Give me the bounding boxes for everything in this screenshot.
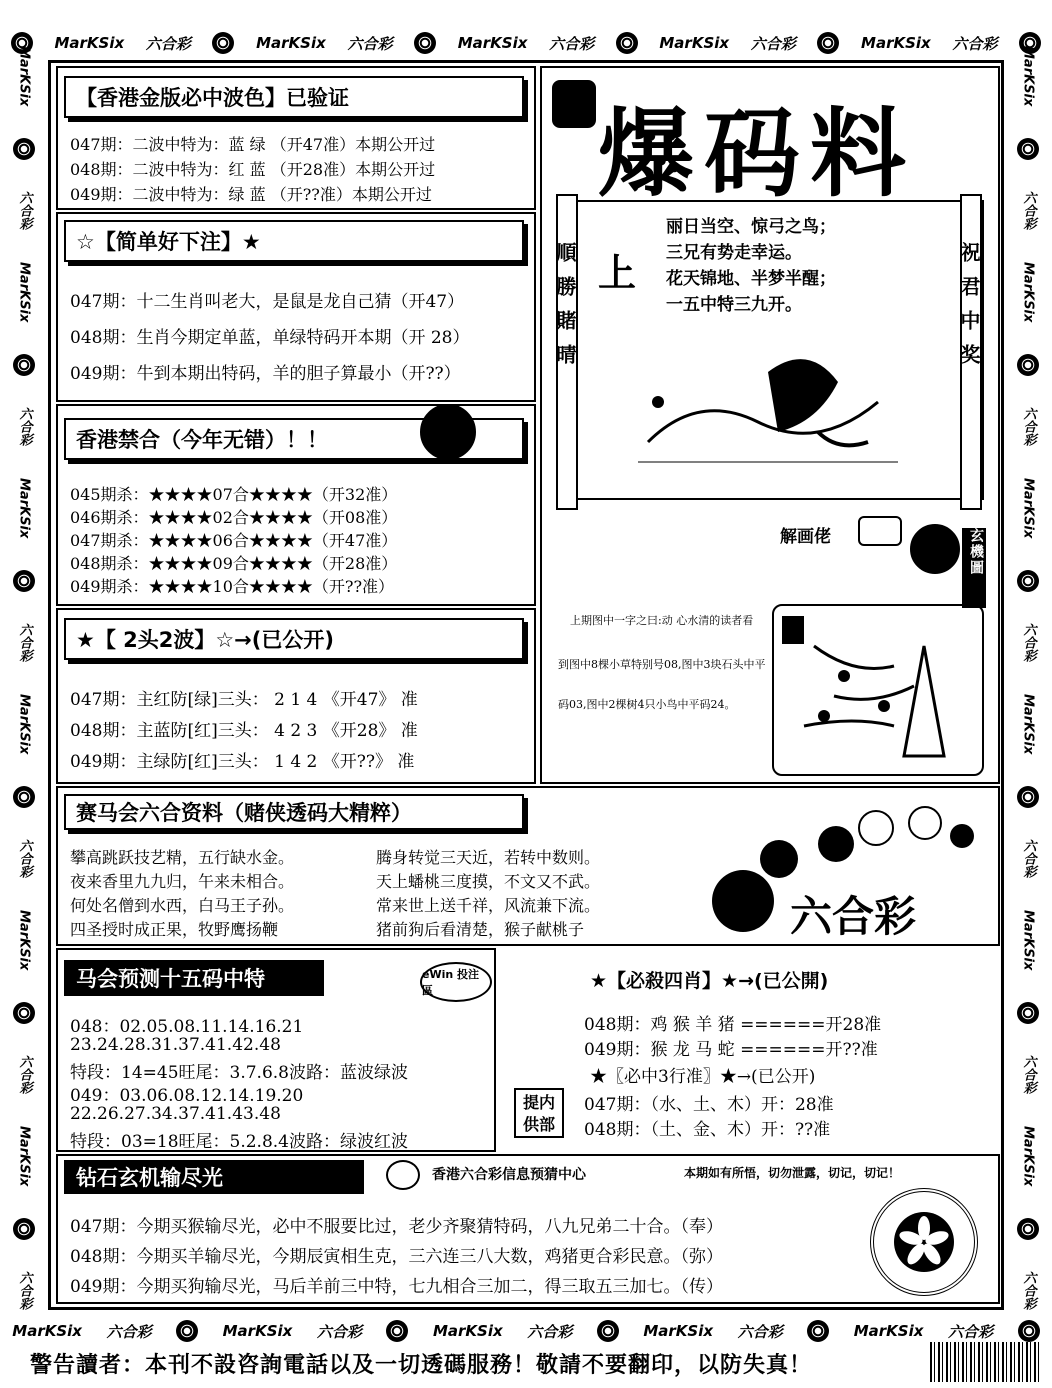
brand-en: MarKSix: [1020, 693, 1036, 755]
brand-en: MarKSix: [16, 909, 32, 971]
flower-icon: [13, 138, 35, 160]
mahui-line: 特段：14=45旺尾：3.7.6.8波路：蓝波绿波: [70, 1063, 408, 1083]
brand-cn: 六合彩: [1020, 407, 1036, 447]
saima-right-line: 常来世上送千祥，风流兼下流。: [376, 896, 601, 915]
twohead-line: 049期：主绿防[红]三头： 1 4 2 《开??》 准: [70, 752, 415, 772]
saima-right-line: 腾身转觉三天近，若转中数则。: [376, 848, 601, 867]
brand-cn: 六合彩: [16, 1271, 32, 1311]
brand-cn: 六合彩: [16, 1055, 32, 1095]
brand-en: MarKSix: [1020, 261, 1036, 323]
bose-line: 049期：二波中特为：绿 蓝 （开??准）本期公开过: [70, 185, 432, 204]
flower-icon: [176, 1320, 198, 1342]
flower-icon: [1017, 1002, 1039, 1024]
saima-left-line: 四圣授时成正果，牧野鹰扬鞭: [70, 920, 279, 939]
brand-cn: 六合彩: [316, 1322, 362, 1341]
saima-left-line: 攀高跳跃技艺精，五行缺水金。: [70, 848, 295, 867]
jinhe-line: 046期杀：★★★★02合★★★★（开08准）: [70, 508, 398, 527]
zuanshi-line: 048期：今期买羊输尽光，今期辰寅相生克，三六连三八大数，鸡猪更合彩民意。（弥）: [70, 1247, 723, 1267]
footer-warning: 警告讀者：本刊不設咨詢電話以及一切透碼服務！敬請不要翻印，以防失真！: [30, 1353, 813, 1378]
twohead-title: ★【 2头2波】☆→(已公开): [64, 618, 524, 660]
jinhe-line: 045期杀：★★★★07合★★★★（开32准）: [70, 485, 398, 504]
ball-icon: [818, 826, 854, 862]
bottom-border: [0, 1314, 1052, 1348]
twohead-line: 047期：主红防[绿]三头： 2 1 4 《开47》 准: [70, 690, 418, 710]
brand-en: MarKSix: [54, 34, 125, 52]
brand-cn: 六合彩: [737, 1322, 783, 1341]
flower-icon: [212, 32, 234, 54]
ball-mid-icon: [760, 840, 798, 878]
flower-icon: [1017, 138, 1039, 160]
shang-char: 上: [598, 251, 637, 295]
zuanshi-line: 047期：今期买猴输尽光，必中不服要比过，老少齐聚猜特码，八九兄弟二十合。（奉）: [70, 1217, 723, 1237]
brand-en: MarKSix: [457, 34, 528, 52]
flower-icon: [13, 1002, 35, 1024]
jinhe-title: 香港禁合（今年无错）！！: [64, 418, 524, 460]
ewin-badge: eWin 投注區: [420, 962, 492, 1002]
mahui-line: 049：03.06.08.12.14.19.20: [70, 1086, 304, 1106]
jiehua-label: 解画佬: [780, 527, 831, 547]
baoma-title: 爆码料: [598, 98, 916, 210]
flower-icon: [13, 570, 35, 592]
brand-en: MarKSix: [16, 261, 32, 323]
brand-en: MarKSix: [222, 1322, 293, 1340]
brand-cn: 六合彩: [947, 1322, 993, 1341]
brand-en: MarKSix: [861, 34, 931, 52]
brand-cn: 六合彩: [1020, 839, 1036, 879]
hint-line: 码03,图中2棵树4只小鸟中平码24。: [558, 698, 736, 711]
brand-cn: 六合彩: [16, 623, 32, 663]
xuanji-label: 玄機圖: [962, 528, 986, 608]
brand-cn: 六合彩: [16, 839, 32, 879]
bose-line: 048期：二波中特为：红 蓝 （开28准）本期公开过: [70, 160, 436, 179]
left-border: [4, 30, 44, 1326]
brand-en: MarKSix: [1020, 1125, 1036, 1187]
bauhinia-seal-icon: [870, 1188, 978, 1296]
bauhinia-flower-icon: [874, 1192, 974, 1292]
bisha-line: 049期：猴 龙 马 蛇 ======开??准: [584, 1040, 878, 1060]
brand-en: MarKSix: [1020, 477, 1036, 539]
flower-icon: [386, 1320, 408, 1342]
flower-icon: [1017, 786, 1039, 808]
brand-cn: 六合彩: [952, 34, 998, 53]
flower-icon: [817, 32, 839, 54]
left-vertical-text: 順勝賭晴: [553, 242, 577, 378]
top-border: [0, 26, 1052, 60]
hint-line: 上期图中一字之曰:动 心水清的读者看: [570, 614, 754, 627]
brand-en: MarKSix: [16, 477, 32, 539]
brand-cn: 六合彩: [527, 1322, 573, 1341]
right-border: [1008, 30, 1048, 1326]
mahui-line: 048：02.05.08.11.14.16.21: [70, 1017, 304, 1037]
flower-icon: [1017, 1218, 1039, 1240]
poem-line: 三兄有势走幸运。: [666, 243, 802, 263]
ball-large-icon: [712, 870, 774, 932]
brand-en: MarKSix: [853, 1322, 924, 1340]
flower-icon: [13, 354, 35, 376]
barcode: [930, 1342, 1042, 1382]
brand-en: MarKSix: [12, 1322, 82, 1340]
saima-title: 赛马会六合资料（赌侠透码大精粹）: [64, 794, 524, 830]
brand-cn: 六合彩: [1020, 1055, 1036, 1095]
zuanshi-line: 049期：今期买狗输尽光，马后羊前三中特，七九相合三加二，得三取五三加七。（传）: [70, 1277, 723, 1297]
zuanshi-title: 钻石玄机输尽光: [64, 1160, 364, 1194]
brand-cn: 六合彩: [16, 407, 32, 447]
brand-cn: 六合彩: [1020, 191, 1036, 231]
ball-outline-icon: [908, 806, 942, 840]
jinhe-line: 047期杀：★★★★06合★★★★（开47准）: [70, 531, 398, 550]
brand-cn: 六合彩: [1020, 1271, 1036, 1311]
mahui-line: 22.26.27.34.37.41.43.48: [70, 1104, 281, 1124]
zuanshi-notice: 本期如有所悟，切勿泄露，切记，切记！: [684, 1166, 901, 1180]
ball-outline-icon: [858, 810, 894, 846]
brand-cn: 六合彩: [549, 34, 595, 53]
flower-icon: [616, 32, 638, 54]
poem: [666, 214, 836, 318]
brand-en: MarKSix: [643, 1322, 714, 1340]
flower-icon: [597, 1320, 619, 1342]
bisha-line2: 048期：（土、金、木）开：??准: [584, 1120, 831, 1140]
poem-line: 丽日当空、惊弓之鸟；: [666, 217, 836, 237]
right-vertical-text: 祝君中奖: [957, 242, 981, 378]
brand-cn: 六合彩: [16, 191, 32, 231]
flower-icon: [807, 1320, 829, 1342]
jinhe-line: 048期杀：★★★★09合★★★★（开28准）: [70, 554, 398, 573]
bose-line: 047期：二波中特为：蓝 绿 （开47准）本期公开过: [70, 135, 436, 154]
flower-icon: [13, 786, 35, 808]
fish-logo-icon: [420, 404, 476, 460]
ball-small-icon: [950, 824, 974, 848]
provider-badge: 提内供部: [514, 1088, 564, 1138]
flower-icon: [1017, 354, 1039, 376]
hint-picture: [772, 604, 984, 776]
saima-left-line: 夜来香里九九归，午来未相合。: [70, 872, 295, 891]
bisha-line: 048期：鸡 猴 羊 猪 ======开28准: [584, 1015, 882, 1035]
simple-line: 049期：牛到本期出特码，羊的胆子算最小（开??）: [70, 364, 461, 384]
brand-en: MarKSix: [16, 1125, 32, 1187]
brand-cn: 六合彩: [106, 1322, 152, 1341]
saima-right-line: 天上蟠桃三度摸，不文又不武。: [376, 872, 601, 891]
brand-cn: 六合彩: [750, 34, 796, 53]
flower-icon: [414, 32, 436, 54]
flower-icon: [1017, 570, 1039, 592]
brand-cn: 六合彩: [347, 34, 393, 53]
center-name: 香港六合彩信息预猜中心: [432, 1167, 586, 1183]
balance-icon: [386, 1160, 420, 1190]
jar-icon: [552, 80, 596, 128]
jinhe-line: 049期杀：★★★★10合★★★★（开??准）: [70, 577, 395, 596]
mahui-title: 马会预测十五码中特: [64, 960, 324, 996]
hint-line: 到图中8棵小草特别号08,图中3块石头中平: [558, 658, 766, 671]
brand-cn: 六合彩: [1020, 623, 1036, 663]
brand-en: MarKSix: [1020, 909, 1036, 971]
ink-painting: [618, 332, 918, 482]
tree-bird-drawing: [774, 606, 982, 774]
scroll-painting: [553, 200, 984, 500]
bisha-title: ★【必殺四肖】★→(已公開): [590, 970, 829, 992]
saima-left-line: 何处名僧到水西，白马王子孙。: [70, 896, 295, 915]
brand-en: MarKSix: [1020, 45, 1036, 107]
simple-line: 048期：生肖今期定单蓝，单绿特码开本期（开 28）: [70, 328, 470, 348]
pointing-hand-icon: [858, 516, 902, 546]
mahui-line: 特段：03=18旺尾：5.2.8.4波路：绿波红波: [70, 1132, 408, 1152]
poem-line: 花天锦地、半梦半醒；: [666, 269, 836, 289]
brand-en: MarKSix: [16, 693, 32, 755]
poem-line: 一五中特三九开。: [666, 295, 802, 315]
flower-icon: [13, 1218, 35, 1240]
brand-en: MarKSix: [659, 34, 730, 52]
brand-en: MarKSix: [16, 45, 32, 107]
bisha-subtitle: ★〖必中3行准〗★→(已公开): [590, 1067, 816, 1087]
brand-en: MarKSix: [432, 1322, 503, 1340]
brand-en: MarKSix: [256, 34, 326, 52]
xuanji-logo-icon: [910, 524, 960, 574]
twohead-line: 048期：主蓝防[红]三头： 4 2 3 《开28》 准: [70, 721, 418, 741]
liuhecai-logo: 六合彩: [790, 892, 917, 941]
mahui-line: 23.24.28.31.37.41.42.48: [70, 1035, 281, 1055]
bisha-line2: 047期：（水、土、木）开：28准: [584, 1095, 834, 1115]
simple-line: 047期：十二生肖叫老大，是鼠是龙自己猜（开47）: [70, 292, 465, 312]
brand-cn: 六合彩: [145, 34, 191, 53]
simple-title: ☆【简单好下注】★: [64, 220, 524, 262]
saima-right-line: 猪前狗后看清楚，猴子献桃子: [376, 920, 585, 939]
bose-title: 【香港金版必中波色】已验证: [64, 76, 524, 118]
